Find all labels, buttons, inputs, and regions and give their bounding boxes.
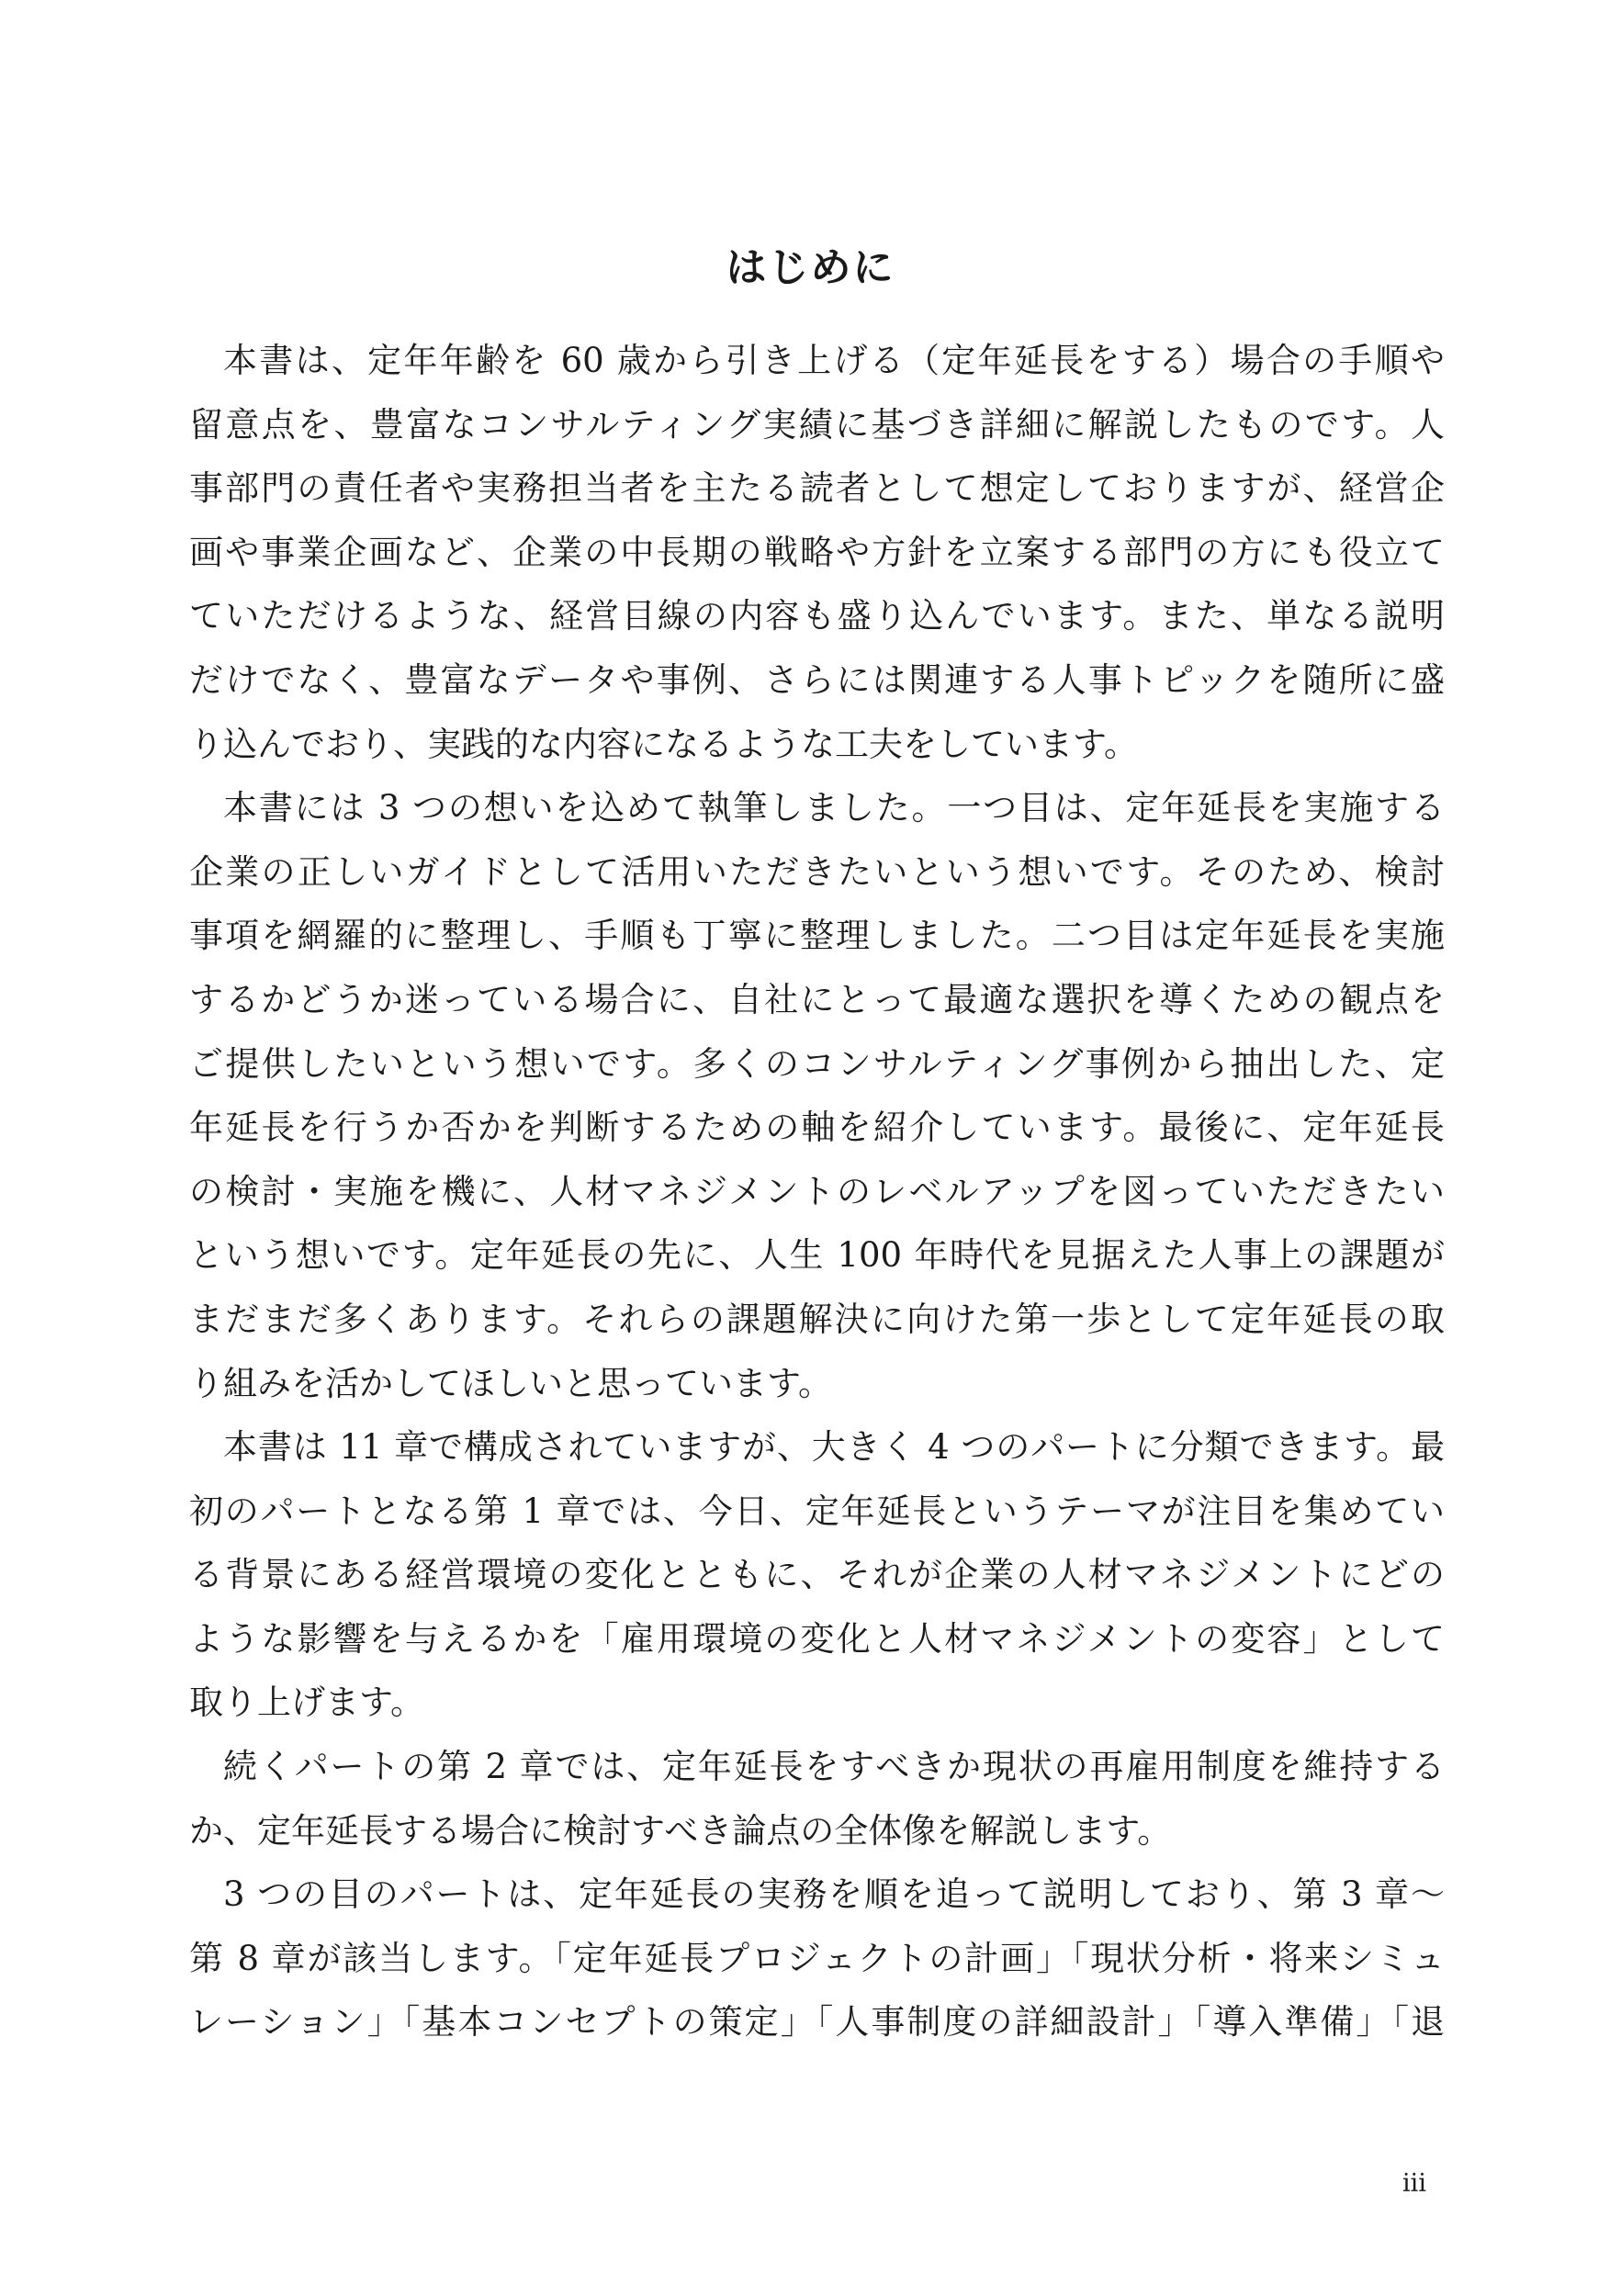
text-line: 本書は 11 章で構成されていますが、大きく 4 つのパートに分類できます。最 [223, 1427, 1445, 1468]
text-line: 留意点を、豊富なコンサルティング実績に基づき詳細に解説したものです。人 [189, 404, 1445, 445]
text-line: 本書は、定年年齢を 60 歳から引き上げる（定年延長をする）場合の手順や [223, 341, 1445, 380]
text-line: の検討・実施を機に、人材マネジメントのレベルアップを図っていただきたい [189, 1171, 1445, 1211]
text-line: 取り上げます。 [189, 1683, 425, 1723]
text-line: するかどうか迷っている場合に、自社にとって最適な選択を導くための観点を [189, 979, 1445, 1019]
paragraph [189, 1735, 1445, 1863]
text-line: 本書には 3 つの想いを込めて執筆しました。一つ目は、定年延長を実施する [223, 788, 1445, 828]
paragraph [189, 776, 1445, 1415]
text-line: る背景にある経営環境の変化とともに、それが企業の人材マネジメントにどの [189, 1555, 1445, 1595]
page-number: iii [1402, 2169, 1426, 2198]
page-title: はじめに [726, 244, 895, 291]
text-line: 第 8 章が該当します。「定年延長プロジェクトの計画」「現状分析・将来シミュ [189, 1938, 1445, 1978]
text-line: ていただけるような、経営目線の内容も盛り込んでいます。また、単なる説明 [189, 596, 1445, 636]
body-text [189, 329, 1445, 2054]
text-line: ような影響を与えるかを「雇用環境の変化と人材マネジメントの変容」として [189, 1618, 1445, 1659]
text-line: 企業の正しいガイドとして活用いただきたいという想いです。そのため、検討 [189, 851, 1445, 892]
text-line: 画や事業企画など、企業の中長期の戦略や方針を立案する部門の方にも役立て [189, 532, 1445, 572]
text-line: 事部門の責任者や実務担当者を主たる読者として想定しておりますが、経営企 [189, 468, 1445, 509]
text-line: 続くパートの第 2 章では、定年延長をすべきか現状の再雇用制度を維持する [223, 1747, 1445, 1787]
text-line: という想いです。定年延長の先に、人生 100 年時代を見据えた人事上の課題が [189, 1235, 1445, 1276]
text-line: 年延長を行うか否かを判断するための軸を紹介しています。最後に、定年延長 [189, 1108, 1445, 1148]
paragraph [189, 1863, 1445, 2054]
text-line: り込んでおり、実践的な内容になるような工夫をしています。 [189, 724, 1139, 764]
text-line: か、定年延長する場合に検討すべき論点の全体像を解説します。 [189, 1810, 1172, 1851]
paragraph [189, 329, 1445, 776]
text-line: ご提供したいという想いです。多くのコンサルティング事例から抽出した、定 [189, 1043, 1445, 1084]
text-line: り組みを活かしてほしいと思っています。 [189, 1363, 833, 1403]
text-line: まだまだ多くあります。それらの課題解決に向けた第一歩として定年延長の取 [189, 1299, 1445, 1339]
text-line: 初のパートとなる第 1 章では、今日、定年延長というテーマが注目を集めてい [189, 1491, 1445, 1531]
text-line: 3 つの目のパートは、定年延長の実務を順を追って説明しており、第 3 章〜 [223, 1874, 1445, 1915]
text-line: レーション」「基本コンセプトの策定」「人事制度の詳細設計」「導入準備」「退 [189, 2002, 1445, 2043]
paragraph [189, 1415, 1445, 1735]
text-line: だけでなく、豊富なデータや事例、さらには関連する人事トピックを随所に盛 [189, 659, 1445, 700]
text-line: 事項を網羅的に整理し、手順も丁寧に整理しました。二つ目は定年延長を実施 [189, 916, 1445, 956]
